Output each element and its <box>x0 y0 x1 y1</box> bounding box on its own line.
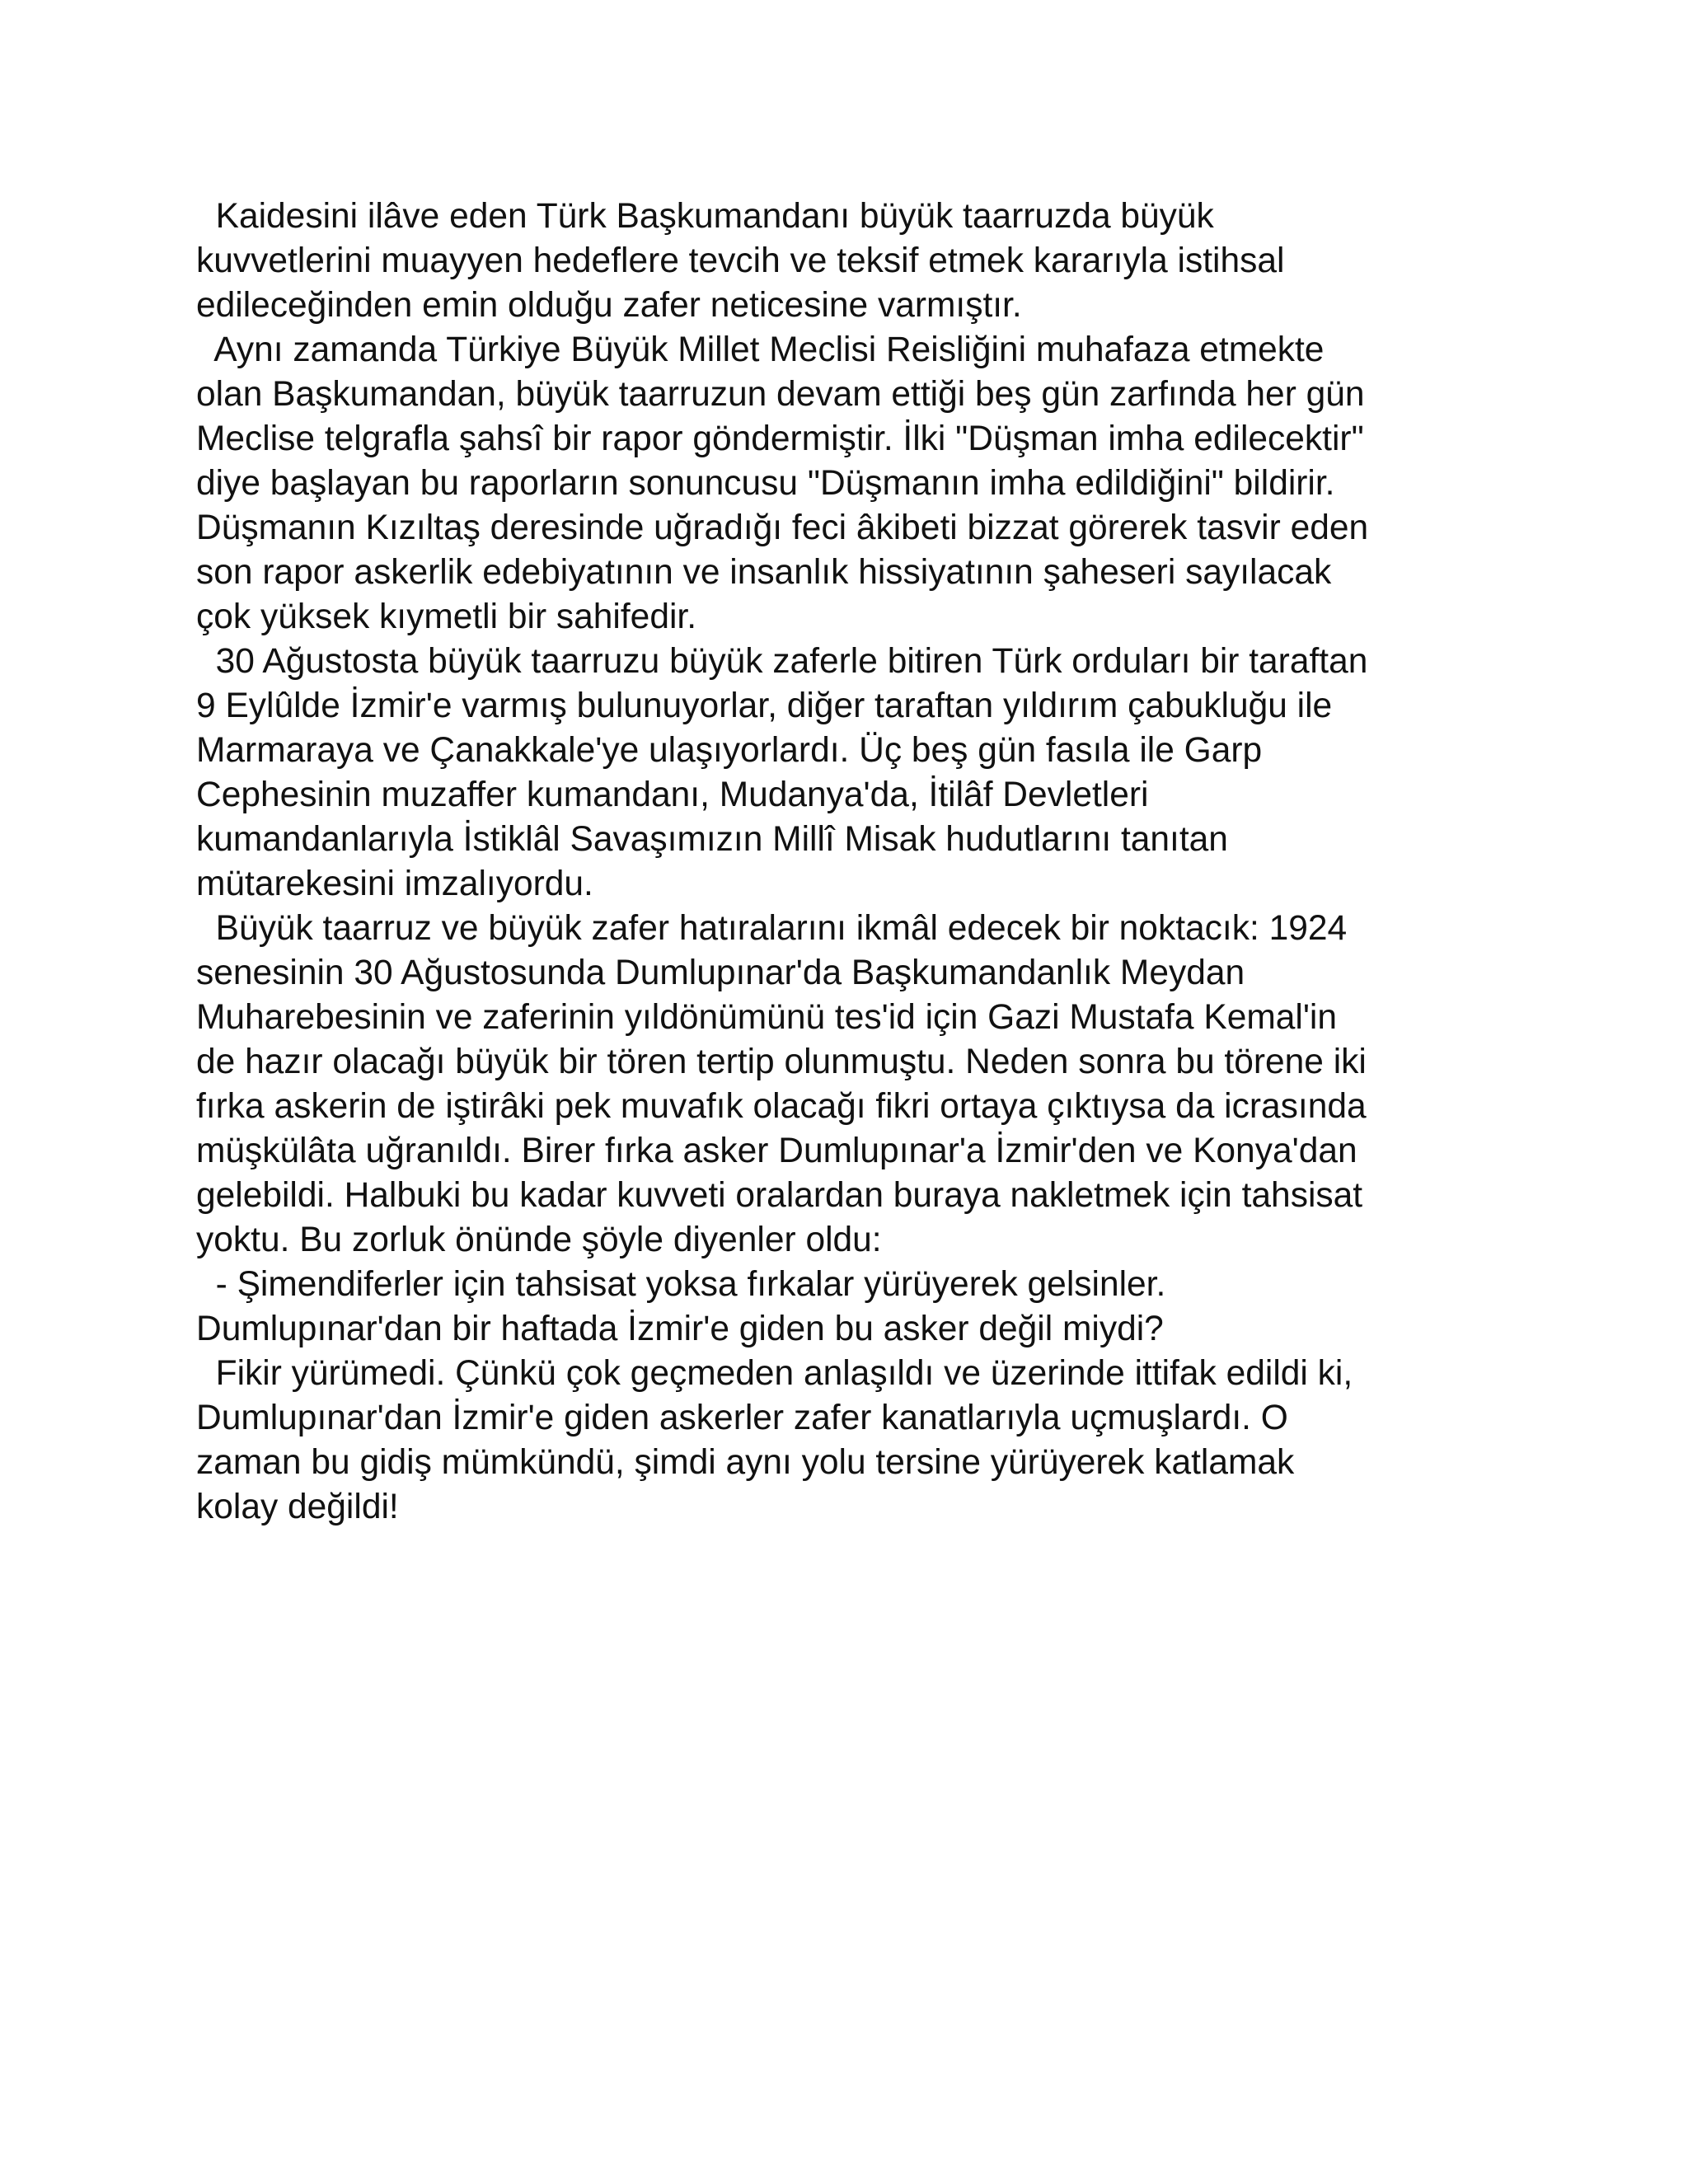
text-line: kuvvetlerini muayyen hedeflere tevcih ve teksif etmek kararıyla istihsal <box>196 241 1285 280</box>
text-line: senesinin 30 Ağustosunda Dumlupınar'da Başkumandanlık Meydan <box>196 954 1245 992</box>
text-line: yoktu. Bu zorluk önünde şöyle diyenler oldu: <box>196 1221 882 1259</box>
text-line: Fikir yürümedi. Çünkü çok geçmeden anlaşıldı ve üzerinde ittifak edildi ki, <box>196 1354 1353 1393</box>
text-line: Aynı zamanda Türkiye Büyük Millet Meclisi Reisliğini muhafaza etmekte <box>196 330 1325 369</box>
text-line: Muharebesinin ve zaferinin yıldönümünü tes'id için Gazi Mustafa Kemal'in <box>196 998 1338 1037</box>
text-line: kolay değildi! <box>196 1488 399 1526</box>
text-line: diye başlayan bu raporların sonuncusu "Düşmanın imha edildiğini" bildirir. <box>196 464 1335 503</box>
text-line: de hazır olacağı büyük bir tören tertip olunmuştu. Neden sonra bu törene iki <box>196 1043 1367 1081</box>
body-text <box>196 194 1498 1530</box>
text-line: Marmaraya ve Çanakkale'ye ulaşıyorlardı. Üç beş gün fasıla ile Garp <box>196 731 1263 770</box>
text-line: - Şimendiferler için tahsisat yoksa fırkalar yürüyerek gelsinler. <box>196 1265 1166 1304</box>
text-line: mütarekesini imzalıyordu. <box>196 865 593 903</box>
text-line: fırka askerin de iştirâki pek muvafık olacağı fikri ortaya çıktıysa da icrasında <box>196 1087 1367 1126</box>
text-line: Dumlupınar'dan İzmir'e giden askerler zafer kanatlarıyla uçmuşlardı. O <box>196 1399 1288 1437</box>
text-line: müşkülâta uğranıldı. Birer fırka asker Dumlupınar'a İzmir'den ve Konya'dan <box>196 1132 1357 1170</box>
text-line: gelebildi. Halbuki bu kadar kuvveti oralardan buraya nakletmek için tahsisat <box>196 1176 1363 1215</box>
text-line: Cephesinin muzaffer kumandanı, Mudanya'da, İtilâf Devletleri <box>196 776 1149 814</box>
text-line: kumandanlarıyla İstiklâl Savaşımızın Millî Misak hudutlarını tanıtan <box>196 820 1228 859</box>
text-line: Büyük taarruz ve büyük zafer hatıralarını ikmâl edecek bir noktacık: 1924 <box>196 909 1348 948</box>
text-line: Dumlupınar'dan bir haftada İzmir'e giden bu asker değil miydi? <box>196 1310 1164 1348</box>
text-line: 30 Ağustosta büyük taarruzu büyük zaferle bitiren Türk orduları bir taraftan <box>196 642 1368 681</box>
text-line: Düşmanın Kızıltaş deresinde uğradığı feci âkibeti bizzat görerek tasvir eden <box>196 509 1369 547</box>
text-line: zaman bu gidiş mümkündü, şimdi aynı yolu tersine yürüyerek katlamak <box>196 1443 1295 1482</box>
text-line: son rapor askerlik edebiyatının ve insanlık hissiyatının şaheseri sayılacak <box>196 553 1332 592</box>
text-line: 9 Eylûlde İzmir'e varmış bulunuyorlar, diğer taraftan yıldırım çabukluğu ile <box>196 687 1333 725</box>
text-line: edileceğinden emin olduğu zafer neticesine varmıştır. <box>196 286 1022 325</box>
text-line: Kaidesini ilâve eden Türk Başkumandanı büyük taarruzda büyük <box>196 197 1214 236</box>
text-line: çok yüksek kıymetli bir sahifedir. <box>196 598 697 636</box>
text-line: olan Başkumandan, büyük taarruzun devam ettiği beş gün zarfında her gün <box>196 375 1365 414</box>
text-line: Meclise telgrafla şahsî bir rapor göndermiştir. İlki "Düşman imha edilecektir" <box>196 419 1364 458</box>
